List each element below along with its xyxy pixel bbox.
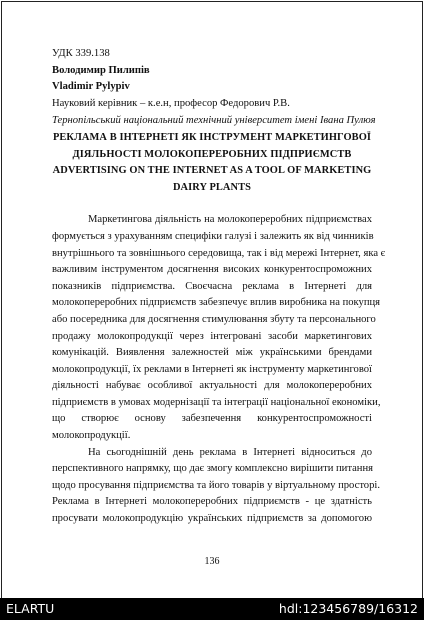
text-line: молокопродукції. — [52, 430, 131, 442]
paragraph-1 — [52, 212, 386, 444]
text-line: Реклама в Інтернеті молокопереробних підприємств - це здатність — [52, 496, 372, 508]
handle-identifier: hdl:123456789/16312 — [278, 601, 418, 616]
text-line: щодо просування підприємства та його товарів у віртуальному просторі. — [52, 479, 380, 491]
repository-name: ELARTU — [6, 601, 55, 616]
text-line: перспективного напрямку, що дає змогу комплексно вирішити питання — [52, 463, 374, 475]
text-line: показників підприємства. Своєчасна реклама в Інтернеті для — [52, 280, 372, 292]
text-line: молокопродукції, їх реклами в Інтернеті як інструменту маркетингової — [52, 363, 372, 375]
text-line: просувати молокопродукцію українських підприємств за допомогою — [52, 513, 372, 525]
page-number: 136 — [204, 556, 220, 567]
text-line: важливим інструментом досягнення високих конкурентоспроможних — [52, 264, 372, 276]
text-line: підприємств в умовах модернізації та інтеграції національної економіки, — [52, 396, 381, 408]
text-line: внутрішнього та зовнішнього середовища, так і від мережі Інтернет, яка є — [52, 247, 386, 259]
title-line: ДІЯЛЬНОСТІ МОЛОКОПЕРЕРОБНИХ ПІДПРИЄМСТВ — [72, 148, 352, 160]
repository-footer — [0, 598, 424, 620]
article-title — [52, 130, 372, 196]
title-line: РЕКЛАМА В ІНТЕРНЕТІ ЯК ІНСТРУМЕНТ МАРКЕТИНГОВОЇ — [52, 131, 372, 143]
title-line: ADVERTISING ON THE INTERNET AS A TOOL OF MARKETING — [52, 165, 372, 177]
text-line: комунікацій. Виявлення залежностей між українськими брендами — [52, 347, 372, 359]
text-line: молокопереробних підприємств забезпечує вплив виробника на покупця — [52, 297, 381, 309]
text-line: формується з урахуванням специфіки галузі і залежить як від чинників — [52, 230, 374, 242]
text-line: або посередника для досягнення стимулювання збуту та персонального — [52, 313, 376, 325]
author-english: Vladimir Pylypiv — [52, 81, 130, 93]
document-page — [52, 46, 386, 528]
text-line: На сьогоднішній день реклама в Інтернеті відноситься до — [88, 446, 372, 458]
supervisor: Науковий керівник – к.е.н, професор Федорович Р.В. — [52, 97, 290, 109]
title-line: DAIRY PLANTS — [172, 181, 252, 193]
paragraph-2 — [52, 445, 380, 528]
author-ukrainian: Володимир Пилипів — [52, 64, 150, 76]
text-line: що створює основу забезпечення конкурентоспроможності — [52, 413, 372, 425]
text-line: Маркетингова діяльність на молокопереробних підприємствах — [88, 214, 372, 226]
affiliation: Тернопільський національний технічний університет імені Івана Пулюя — [52, 115, 376, 127]
text-line: продажу молокопродукції через інтегровані засоби маркетингових — [52, 330, 372, 342]
udc-code: УДК 339.138 — [52, 48, 110, 59]
text-line: діяльності набуває особливої актуальності для молокопереробних — [52, 380, 372, 392]
